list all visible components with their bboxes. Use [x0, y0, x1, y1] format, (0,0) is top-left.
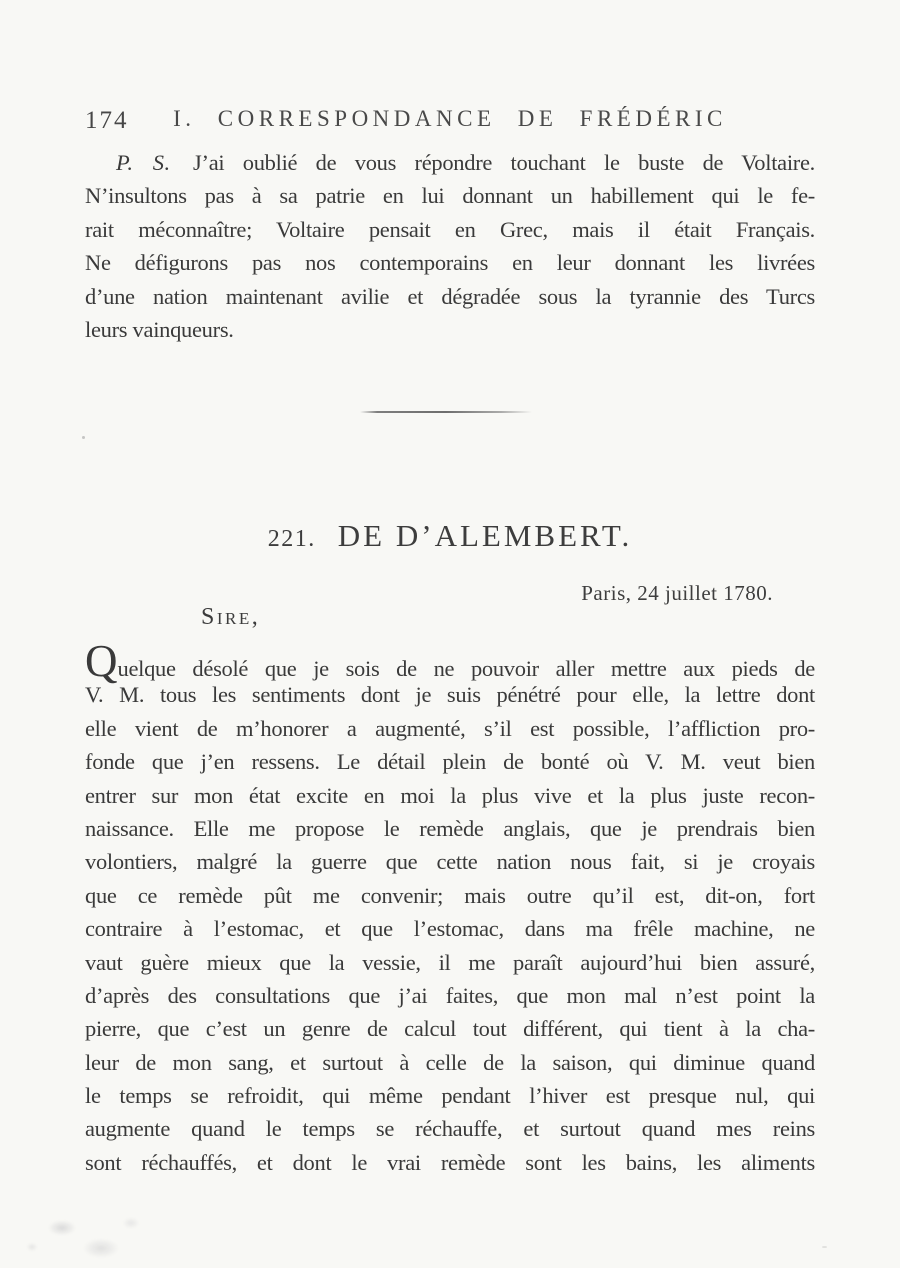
- scan-speck: [822, 1246, 827, 1248]
- letter-title: DE D’ALEMBERT.: [337, 518, 633, 553]
- initial-capital: Q: [85, 636, 118, 686]
- text-line: que ce remède pût me convenir; mais outre qu’il est, dit-on, fort: [85, 882, 815, 908]
- page-number: 174: [85, 107, 129, 134]
- text-line: sont réchauffés, et dont le vrai remède sont les bains, les aliments: [85, 1149, 815, 1175]
- text-line: [85, 636, 815, 686]
- scan-smudge: [14, 1205, 164, 1265]
- text-span: J’ai oublié de vous répondre touchant le buste de Voltaire.: [193, 150, 815, 175]
- text-line: rait méconnaître; Voltaire pensait en Grec, mais il était Français.: [85, 216, 815, 242]
- text-line: d’une nation maintenant avilie et dégradée sous la tyrannie des Turcs: [85, 283, 815, 309]
- text-line: pierre, que c’est un genre de calcul tout différent, qui tient à la cha-: [85, 1016, 815, 1042]
- text-line: [85, 146, 815, 179]
- letter-heading: [85, 518, 815, 554]
- text-line: d’après des consultations que j’ai faites, que mon mal n’est point la: [85, 982, 815, 1008]
- text-line: fonde que j’en ressens. Le détail plein de bonté où V. M. veut bien: [85, 749, 815, 775]
- text-span: uelque désolé que je sois de ne pouvoir aller mettre aux pieds de: [117, 656, 815, 681]
- running-title: I. CORRESPONDANCE DE FRÉDÉRIC: [173, 106, 727, 131]
- dateline: Paris, 24 juillet 1780.: [581, 581, 773, 605]
- scan-speck: [82, 436, 85, 439]
- text-line: leur de mon sang, et surtout à celle de la saison, qui diminue quand: [85, 1049, 815, 1075]
- text-line: V. M. tous les sentiments dont je suis pénétré pour elle, la lettre dont: [85, 682, 815, 708]
- section-divider: [360, 411, 532, 413]
- text-line: naissance. Elle me propose le remède anglais, que je prendrais bien: [85, 815, 815, 841]
- text-line: entrer sur mon état excite en moi la plus vive et la plus juste recon-: [85, 782, 815, 808]
- text-line: Ne défigurons pas nos contemporains en leur donnant les livrées: [85, 250, 815, 276]
- text-line: augmente quand le temps se réchauffe, et surtout quand mes reins: [85, 1116, 815, 1142]
- postscript-label: P. S.: [116, 150, 171, 175]
- text-line: N’insultons pas à sa patrie en lui donnant un habillement qui le fe-: [85, 183, 815, 209]
- text-line: leurs vainqueurs.: [85, 316, 234, 342]
- postscript-paragraph: [85, 146, 815, 346]
- text-line: vaut guère mieux que la vessie, il me paraît aujourd’hui bien assuré,: [85, 949, 815, 975]
- text-line: volontiers, malgré la guerre que cette nation nous fait, si je croyais: [85, 849, 815, 875]
- text-line: contraire à l’estomac, et que l’estomac, dans ma frêle machine, ne: [85, 916, 815, 942]
- text-line: elle vient de m’honorer a augmenté, s’il est possible, l’affliction pro-: [85, 715, 815, 741]
- letter-number: 221.: [267, 526, 316, 552]
- letter-body: [85, 636, 815, 1179]
- salutation: Sire,: [201, 604, 261, 630]
- text-line: le temps se refroidit, qui même pendant l’hiver est presque nul, qui: [85, 1083, 815, 1109]
